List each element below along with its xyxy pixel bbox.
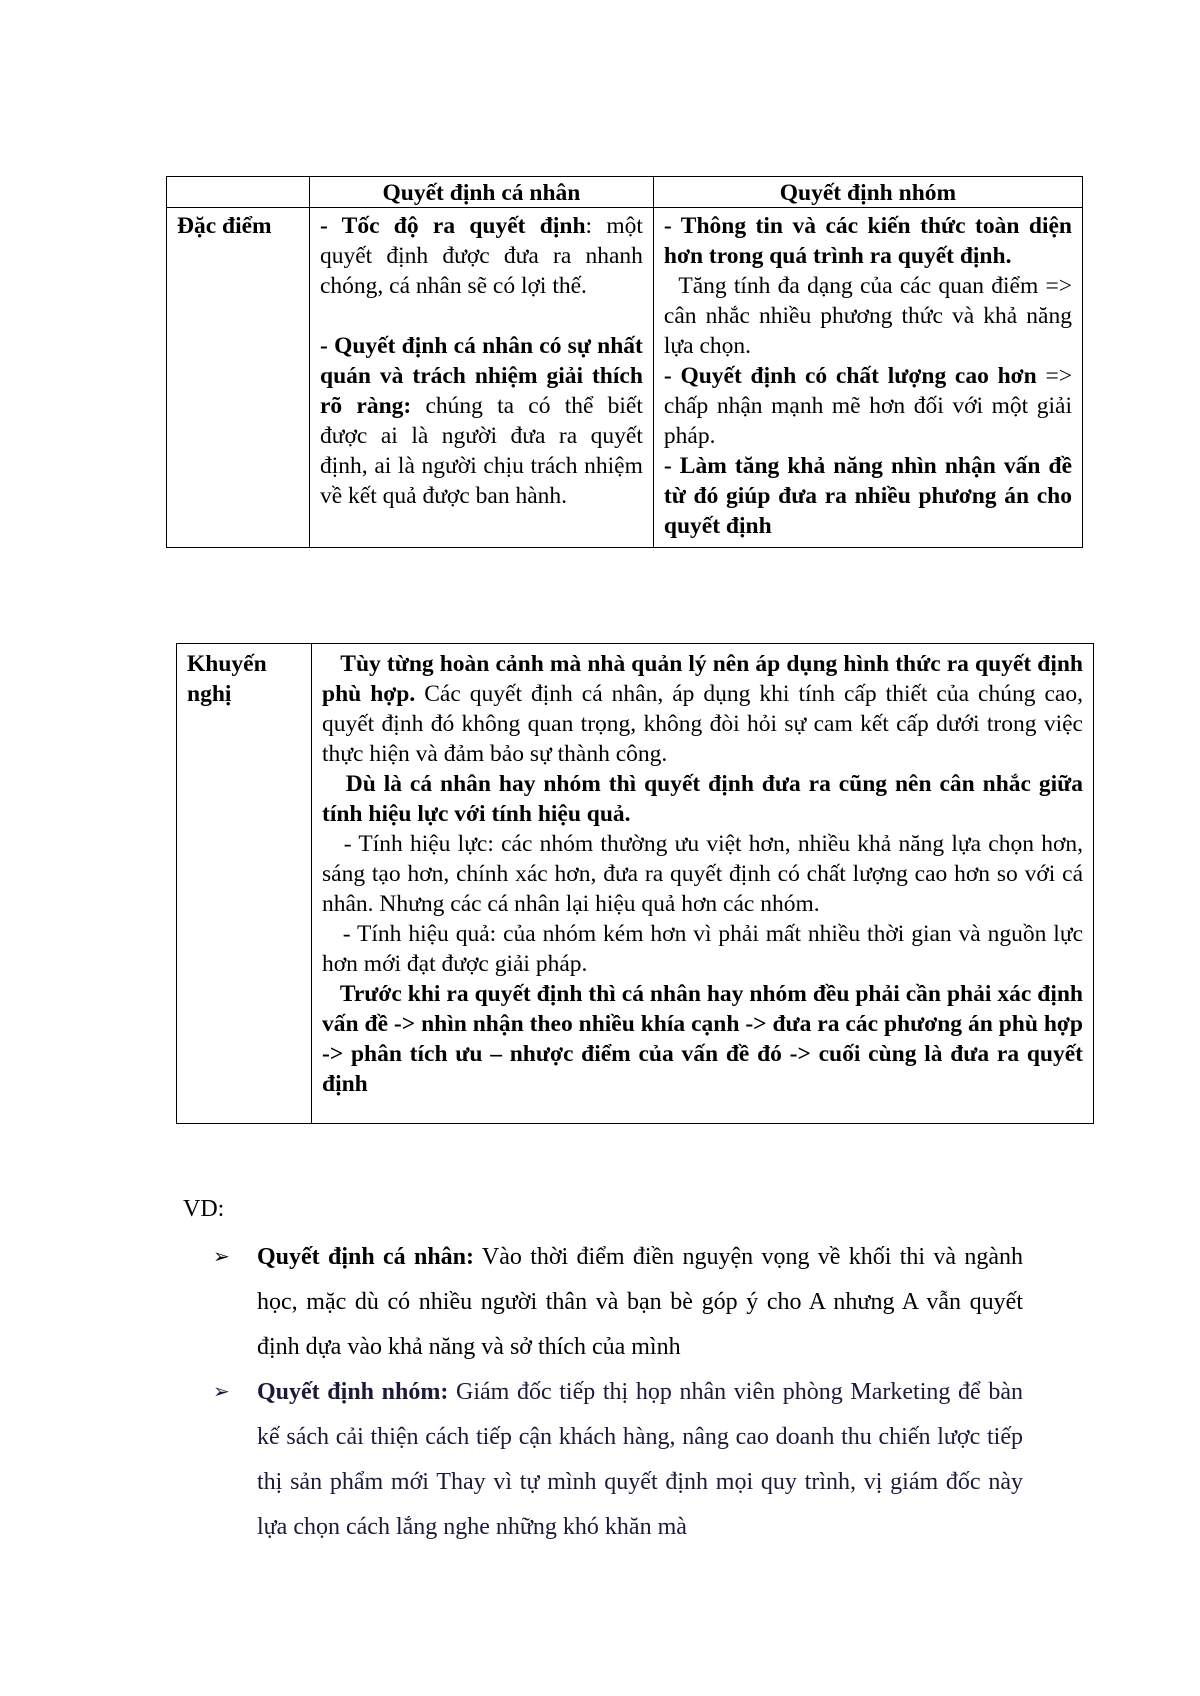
recommendation-label: Khuyến nghị — [177, 644, 312, 1124]
individual-characteristics-cell — [310, 208, 654, 548]
group-point-quality: - Quyết định có chất lượng cao hơn => chấp nhận mạnh mẽ hơn đối với một giải pháp. — [663, 363, 1072, 449]
header-group-decision: Quyết định nhóm — [653, 177, 1082, 208]
arrow-bullet-icon: ➢ — [213, 1381, 230, 1403]
comparison-table — [166, 176, 1083, 548]
individual-point-consistency: - Quyết định cá nhân có sự nhất quán và trách nhiệm giải thích rõ ràng: chúng ta có thể biết được ai là người đưa ra quyết định, ai là người chịu trách nhiệm về kết quả được ban hành. — [320, 333, 643, 509]
recommendation-paragraph-process: Trước khi ra quyết định thì cá nhân hay nhóm đều phải cần phải xác định vấn đề -> nhìn nhận theo nhiều khía cạnh -> đưa ra các phương án phù hợp -> phân tích ưu – nhược điểm của vấn đề đó -> cuối cùng là đưa ra quyết định — [322, 981, 1089, 1097]
arrow-bullet-icon: ➢ — [213, 1246, 230, 1268]
group-point-diversity: Tăng tính đa dạng của các quan điểm => cân nhắc nhiều phương thức và khả năng lựa chọn. — [663, 273, 1078, 359]
recommendation-paragraph-1: Tùy từng hoàn cảnh mà nhà quản lý nên áp dụng hình thức ra quyết định phù hợp. Các quyết định cá nhân, áp dụng khi tính cấp thiết của chúng cao, quyết định đó không quan trọng, không đòi hỏi sự cam kết cấp dưới trong việc thực hiện và đảm bảo sự thành công. — [322, 651, 1089, 767]
recommendation-paragraph-efficiency: - Tính hiệu quả: của nhóm kém hơn vì phải mất nhiều thời gian và nguồn lực hơn mới đạt được giải pháp. — [322, 921, 1089, 977]
recommendation-row — [177, 644, 1094, 1124]
individual-point-speed: - Tốc độ ra quyết định: một quyết định được đưa ra nhanh chóng, cá nhân sẽ có lợi thế. — [320, 213, 643, 299]
header-empty-cell — [167, 177, 310, 208]
example-individual-decision: ➢ Quyết định cá nhân: Vào thời điểm điền nguyện vọng về khối thi và ngành học, mặc dù có nhiều người thân và bạn bè góp ý cho A nhưng A vẫn quyết định dựa vào khả năng và sở thích của mình — [213, 1235, 1023, 1370]
group-point-perspective: - Làm tăng khả năng nhìn nhận vấn đề từ đó giúp đưa ra nhiều phương án cho quyết định — [663, 453, 1072, 539]
examples-list — [213, 1235, 1023, 1550]
comparison-header-row — [167, 177, 1083, 208]
group-point-information: - Thông tin và các kiến thức toàn diện hơn trong quá trình ra quyết định. — [663, 213, 1072, 269]
group-characteristics-cell — [653, 208, 1082, 548]
row-label-characteristics: Đặc điểm — [167, 208, 310, 548]
recommendation-content — [312, 644, 1094, 1124]
recommendation-paragraph-2: Dù là cá nhân hay nhóm thì quyết định đưa ra cũng nên cân nhắc giữa tính hiệu lực với tính hiệu quả. — [322, 771, 1089, 827]
example-group-decision: ➢ Quyết định nhóm: Giám đốc tiếp thị họp nhân viên phòng Marketing để bàn kế sách cải thiện cách tiếp cận khách hàng, nâng cao doanh thu chiến lược tiếp thị sản phẩm mới Thay vì tự mình quyết định mọi quy trình, vị giám đốc này lựa chọn cách lắng nghe những khó khăn mà — [213, 1370, 1023, 1550]
examples-label: VD: — [183, 1196, 225, 1222]
recommendation-table — [176, 643, 1094, 1124]
characteristics-row — [167, 208, 1083, 548]
header-individual-decision: Quyết định cá nhân — [310, 177, 654, 208]
recommendation-paragraph-effectiveness: - Tính hiệu lực: các nhóm thường ưu việt hơn, nhiều khả năng lựa chọn hơn, sáng tạo hơn, chính xác hơn, đưa ra quyết định có chất lượng cao hơn so với cá nhân. Nhưng các cá nhân lại hiệu quả hơn các nhóm. — [322, 831, 1089, 917]
